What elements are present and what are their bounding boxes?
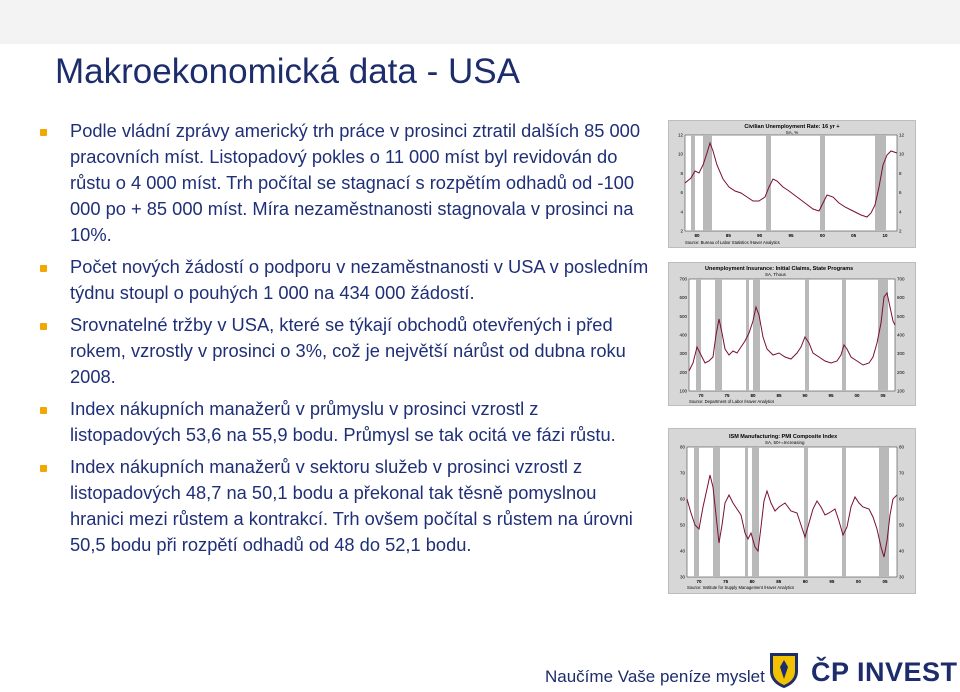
y-tick-label: 200 (897, 369, 905, 375)
chart-title: Civilian Unemployment Rate: 16 yr + (744, 124, 840, 130)
x-tick-label: 70 (698, 393, 704, 398)
y-tick-label: 2 (680, 228, 683, 234)
bullet-text: Index nákupních manažerů v sektoru služeb v prosinci vzrostl z listopadových 48,7 na 50,1 bodu a překonal tak těsně pomyslnou hranici mezi růstem a kontrakcí. Trh ovšem počítal s růstem na úrovni 50,5 bodu při rozpětí odhadů od 48 do 52,1 bodu. (70, 456, 633, 555)
chart-title: Unemployment Insurance: Initial Claims, State Programs (705, 266, 854, 272)
y-tick-label: 30 (899, 574, 905, 580)
y-tick-label: 12 (677, 132, 683, 138)
x-tick-label: 90 (802, 579, 808, 584)
bullet-item (40, 454, 652, 558)
y-tick-label: 60 (899, 496, 905, 502)
x-tick-label: 05 (851, 233, 857, 238)
x-tick-label: 05 (882, 579, 888, 584)
chart-source: Source: Bureau of Labor Statistics /Haver Analytics (685, 240, 780, 245)
y-tick-label: 500 (679, 313, 687, 319)
y-tick-label: 70 (899, 470, 905, 476)
y-tick-label: 4 (899, 209, 902, 215)
bullet-text: Podle vládní zprávy americký trh práce v prosinci ztratil dalších 85 000 pracovních míst. Listopadový pokles o 11 000 míst byl revidován do růstu o 4 000 míst. Trh počítal se stagnací s rozpětím odhadů od -100 000 po + 85 000 míst. Míra nezaměstnanosti stagnovala v prosinci na 10%. (70, 120, 641, 245)
y-tick-label: 12 (899, 132, 905, 138)
y-tick-label: 60 (679, 496, 685, 502)
x-tick-label: 00 (819, 233, 825, 238)
bullet-item (40, 396, 652, 448)
chart-source: Source: Department of Labor /Haver Analytics (689, 399, 775, 404)
slogan: Naučíme Vaše peníze myslet (545, 667, 765, 686)
y-tick-label: 200 (679, 369, 687, 375)
logo-text: ČP INVEST (811, 657, 958, 687)
y-tick-label: 400 (897, 332, 905, 338)
x-tick-label: 70 (696, 579, 702, 584)
y-tick-label: 4 (680, 209, 683, 215)
x-tick-label: 95 (828, 393, 834, 398)
y-tick-label: 80 (899, 444, 905, 450)
y-tick-label: 6 (680, 190, 683, 196)
y-tick-label: 700 (897, 276, 905, 282)
bullet-item (40, 118, 652, 248)
y-tick-label: 80 (679, 444, 685, 450)
x-tick-label: 05 (880, 393, 886, 398)
y-tick-label: 10 (899, 151, 905, 157)
y-tick-label: 30 (679, 574, 685, 580)
bullet-icon (40, 265, 47, 272)
bullet-list (40, 118, 652, 564)
bullet-text: Počet nových žádostí o podporu v nezaměstnanosti v USA v posledním týdnu stoupl o pouhých 1 000 na 434 000 žádostí. (70, 256, 649, 303)
y-tick-label: 40 (899, 548, 905, 554)
y-tick-label: 100 (897, 388, 905, 394)
x-tick-label: 00 (854, 393, 860, 398)
y-tick-label: 40 (679, 548, 685, 554)
y-tick-label: 400 (679, 332, 687, 338)
y-tick-label: 2 (899, 228, 902, 234)
top-band (0, 0, 960, 44)
chart-subtitle: SA, 50+=Increasing (765, 440, 805, 445)
chart-title: ISM Manufacturing: PMI Composite Index (729, 434, 838, 440)
y-tick-label: 10 (677, 151, 683, 157)
x-tick-label: 80 (749, 579, 755, 584)
bullet-icon (40, 465, 47, 472)
y-tick-label: 8 (680, 170, 683, 176)
x-tick-label: 10 (882, 233, 888, 238)
y-tick-label: 8 (899, 170, 902, 176)
bullet-icon (40, 129, 47, 136)
y-tick-label: 300 (679, 351, 687, 357)
y-tick-label: 6 (899, 190, 902, 196)
chart-source: Source: Institute for Supply Management /Haver Analytics (687, 585, 795, 590)
bullet-icon (40, 323, 47, 330)
bullet-icon (40, 407, 47, 414)
unemployment-rate-chart (668, 120, 916, 248)
x-tick-label: 85 (776, 393, 782, 398)
bullet-text: Srovnatelné tržby v USA, které se týkají obchodů otevřených i před rokem, vzrostly v prosinci o 3%, což je největší nárůst od dubna roku 2008. (70, 314, 626, 387)
y-tick-label: 300 (897, 351, 905, 357)
x-tick-label: 90 (757, 233, 763, 238)
ism-pmi-chart (668, 428, 916, 594)
bullet-item (40, 254, 652, 306)
initial-claims-chart (668, 262, 916, 406)
bullet-item (40, 312, 652, 390)
y-tick-label: 70 (679, 470, 685, 476)
x-tick-label: 75 (724, 393, 730, 398)
y-tick-label: 600 (897, 295, 905, 301)
y-tick-label: 50 (679, 522, 685, 528)
x-tick-label: 95 (829, 579, 835, 584)
x-tick-label: 00 (855, 579, 861, 584)
y-tick-label: 500 (897, 313, 905, 319)
chart-subtitle: SA, Thous (765, 272, 786, 277)
x-tick-label: 80 (694, 233, 700, 238)
slide-title: Makroekonomická data - USA (55, 52, 520, 91)
x-tick-label: 90 (802, 393, 808, 398)
x-tick-label: 85 (776, 579, 782, 584)
x-tick-label: 95 (788, 233, 794, 238)
crest-logo-icon (768, 651, 800, 689)
x-tick-label: 75 (723, 579, 729, 584)
x-tick-label: 80 (750, 393, 756, 398)
y-tick-label: 50 (899, 522, 905, 528)
x-tick-label: 85 (725, 233, 731, 238)
y-tick-label: 700 (679, 276, 687, 282)
bullet-text: Index nákupních manažerů v průmyslu v prosinci vzrostl z listopadových 53,6 na 55,9 bodu. Průmysl se tak ocitá ve fázi růstu. (70, 398, 616, 445)
y-tick-label: 600 (679, 295, 687, 301)
chart-subtitle: SA, % (785, 130, 799, 135)
y-tick-label: 100 (679, 388, 687, 394)
